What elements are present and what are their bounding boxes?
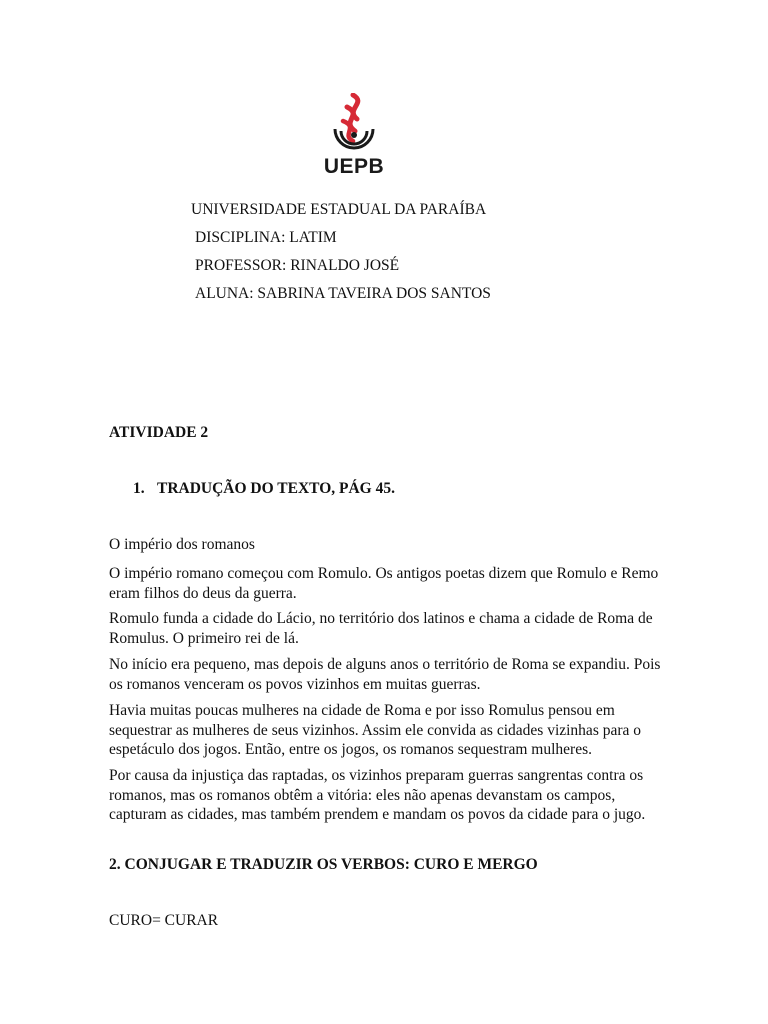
logo-wordmark: UEPB (323, 155, 385, 178)
section-1-number: 1. (133, 480, 145, 497)
discipline-line: DISCIPLINA: LATIM (195, 229, 337, 246)
paragraph-1: O império romano começou com Romulo. Os antigos poetas dizem que Romulo e Remo eram filhos do deus da guerra. (109, 565, 659, 602)
paragraph-5: Por causa da injustiça das raptadas, os vizinhos preparam guerras sangrentas contra os romanos, mas os romanos obtêm a vitória: eles não apenas devanstam os campos, capturam as cidades, mas também prendem e mandam os povos da cidade para o jugo. (109, 767, 646, 823)
student-line: ALUNA: SABRINA TAVEIRA DOS SANTOS (195, 285, 491, 302)
curo-line: CURO= CURAR (109, 912, 219, 929)
paragraph-2: Romulo funda a cidade do Lácio, no território dos latinos e chama a cidade de Roma de Romulus. O primeiro rei de lá. (109, 610, 653, 647)
activity-title: ATIVIDADE 2 (109, 424, 209, 441)
paragraph-4: Havia muitas poucas mulheres na cidade de Roma e por isso Romulus pensou em sequestrar as mulheres de seus vizinhos. Assim ele convida as cidades vizinhas para o espetáculo dos jogos. Então, entre os jogos, os romanos sequestram mulheres. (109, 702, 642, 758)
section-1-heading (133, 480, 395, 498)
paragraph-3: No início era pequeno, mas depois de alguns anos o território de Roma se expandiu. Pois os romanos venceram os povos vizinhos em muitas guerras. (109, 656, 661, 693)
uepb-flame-icon (323, 93, 385, 155)
section-1-title: TRADUÇÃO DO TEXTO, PÁG 45. (157, 480, 395, 497)
professor-line: PROFESSOR: RINALDO JOSÉ (195, 257, 400, 274)
uepb-logo (323, 93, 385, 185)
section-2-heading: 2. CONJUGAR E TRADUZIR OS VERBOS: CURO E MERGO (109, 856, 538, 873)
text-title: O império dos romanos (109, 536, 255, 553)
university-name: UNIVERSIDADE ESTADUAL DA PARAÍBA (191, 201, 487, 218)
